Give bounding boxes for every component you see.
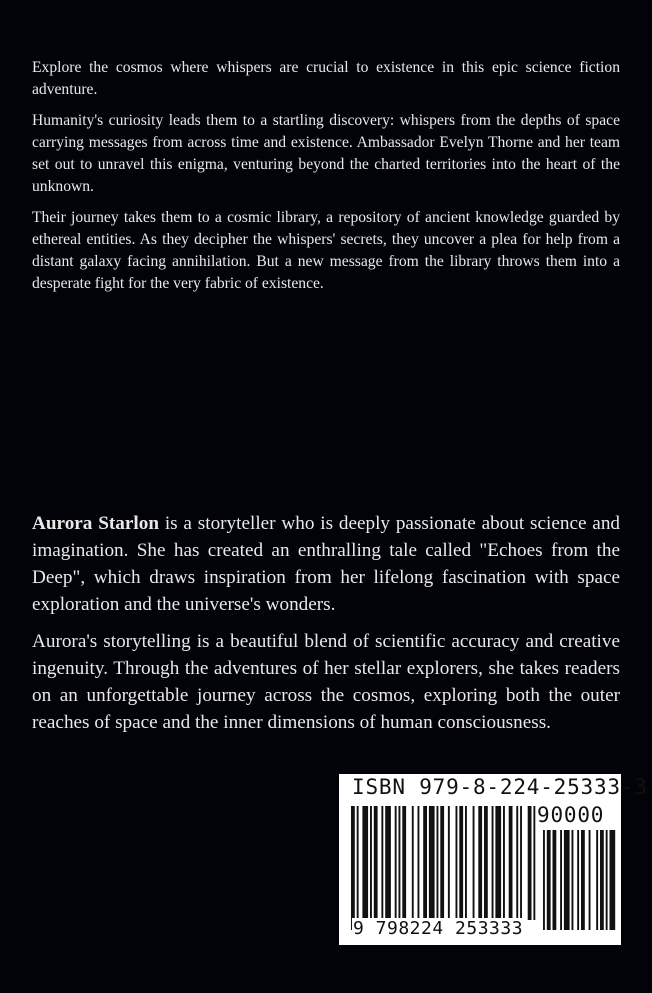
barcode-bar <box>370 806 372 920</box>
barcode-bar <box>465 806 467 930</box>
barcode-bar <box>374 806 378 920</box>
isbn-label: ISBN 979-8-224-25333-3 <box>352 775 648 799</box>
blurb-paragraph: Their journey takes them to a cosmic library, a repository of ancient knowledge guarded by ethereal entities. As they decipher the whispers' secrets, they uncover a plea for help from a distant galaxy facing annihilation. But a new message from the library throws them into a desperate fight for the very fabric of existence. <box>32 209 620 292</box>
addon-bar <box>564 830 570 930</box>
barcode-bar <box>437 806 439 920</box>
barcode-bar <box>473 806 475 930</box>
addon-bar <box>596 830 598 930</box>
addon-bar <box>553 830 557 930</box>
barcode-bar <box>448 806 450 920</box>
barcode-bar <box>459 806 463 920</box>
barcode-bar <box>423 806 427 920</box>
barcode-bar <box>492 806 494 920</box>
blurb-paragraph: Explore the cosmos where whispers are crucial to existence in this epic science fiction adventure. <box>32 59 620 98</box>
barcode-bar <box>357 806 359 930</box>
barcode-bar <box>533 806 535 920</box>
barcode-bar <box>528 806 532 920</box>
price-addon-code: 90000 <box>537 803 605 827</box>
barcode-bar <box>456 806 458 920</box>
barcode-bar <box>509 806 513 920</box>
barcode-bar <box>412 806 414 920</box>
bio-paragraph <box>32 510 620 618</box>
barcode-bar <box>381 806 383 920</box>
addon-bar <box>547 830 551 930</box>
barcode-bar <box>402 806 406 920</box>
addon-bar <box>610 830 616 930</box>
addon-bar <box>572 830 574 930</box>
ean-digits: 9 798224 253333 <box>353 918 524 939</box>
blurb-paragraph: Humanity's curiosity leads them to a startling discovery: whispers from the depths of space carrying messages from across time and existence. Ambassador Evelyn Thorne and her team set out to unravel this enigma, venturing beyond the charted territories into the heart of the unknown. <box>32 112 620 195</box>
addon-bar <box>589 830 591 930</box>
bio-paragraph-text: is a storyteller who is deeply passionate about science and imagination. She has created an enthralling tale called "Echoes from the Deep", which draws inspiration from her lifelong fascination with space exploration and the universe's wonders. <box>32 513 621 615</box>
barcode-bar <box>520 806 522 920</box>
author-name: Aurora Starlon <box>32 513 159 534</box>
back-cover-blurb <box>32 57 620 304</box>
barcode-bar <box>440 806 444 920</box>
barcode-bar <box>351 806 355 930</box>
addon-bar <box>600 830 604 930</box>
barcode-bar <box>484 806 488 920</box>
addon-bar <box>560 830 562 930</box>
addon-bar <box>581 830 585 930</box>
bio-paragraph: Aurora's storytelling is a beautiful blend of scientific accuracy and creative ingenuity. Through the adventures of her stellar explorers, she takes readers on an unforgettable journey across the cosmos, exploring both the outer reaches of space and the inner dimensions of human consciousness. <box>32 631 620 733</box>
addon-bar <box>606 830 608 930</box>
barcode-bar <box>429 806 435 920</box>
barcode-bar <box>478 806 482 920</box>
barcode-bar <box>362 806 368 920</box>
author-bio <box>32 510 620 746</box>
barcode-bar <box>399 806 401 920</box>
barcode-bar <box>516 806 518 920</box>
isbn-barcode <box>339 774 648 945</box>
barcode-bar <box>418 806 420 920</box>
addon-bar <box>543 830 545 930</box>
addon-bar <box>577 830 579 930</box>
barcode-bar <box>503 806 505 920</box>
barcode-bar <box>385 806 391 920</box>
barcode-bar <box>495 806 501 920</box>
barcode-bar <box>395 806 397 920</box>
